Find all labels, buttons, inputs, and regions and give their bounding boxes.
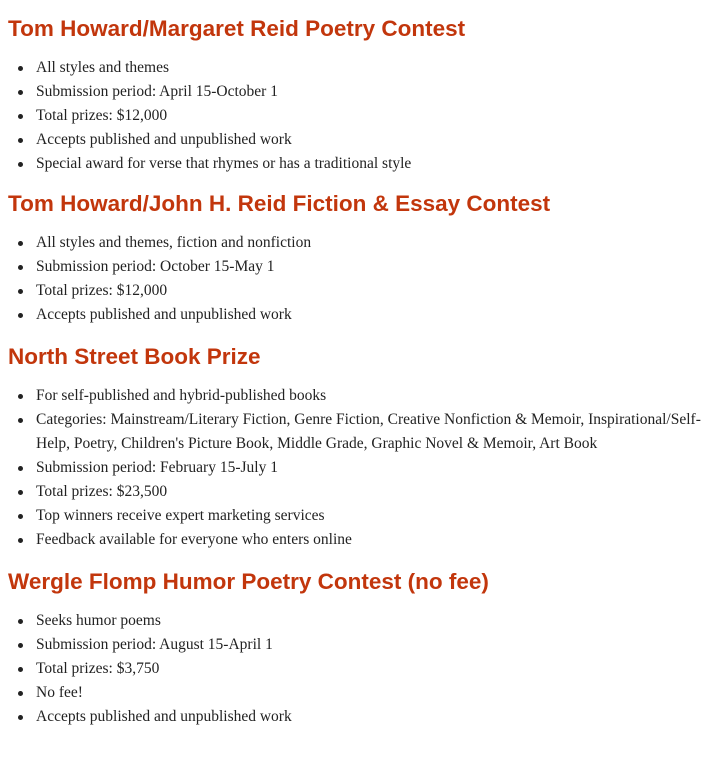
list-item: Total prizes: $3,750 — [36, 657, 728, 681]
list-item: Feedback available for everyone who enters online — [36, 528, 728, 552]
section-heading: Tom Howard/Margaret Reid Poetry Contest — [8, 16, 466, 41]
list-item: Accepts published and unpublished work — [36, 303, 728, 327]
details-list — [8, 384, 728, 552]
contest-section-fiction — [8, 189, 728, 327]
details-list — [8, 231, 728, 327]
list-item: Accepts published and unpublished work — [36, 128, 728, 152]
list-item: Special award for verse that rhymes or has a traditional style — [36, 152, 728, 176]
section-heading: Wergle Flomp Humor Poetry Contest (no fee) — [8, 569, 489, 594]
article-content — [8, 14, 728, 729]
list-item: Submission period: August 15-April 1 — [36, 633, 728, 657]
contest-section-poetry — [8, 14, 728, 176]
list-item: Submission period: October 15-May 1 — [36, 255, 728, 279]
list-item: No fee! — [36, 681, 728, 705]
list-item: Categories: Mainstream/Literary Fiction, Genre Fiction, Creative Nonfiction & Memoir, Inspirational/Self-Help, Poetry, Children's Picture Book, Middle Grade, Graphic Novel & Memoir, Art Book — [36, 408, 728, 456]
contest-section-humor — [8, 567, 728, 729]
list-item: For self-published and hybrid-published books — [36, 384, 728, 408]
list-item: Total prizes: $23,500 — [36, 480, 728, 504]
details-list — [8, 609, 728, 729]
list-item: Top winners receive expert marketing services — [36, 504, 728, 528]
list-item: Total prizes: $12,000 — [36, 279, 728, 303]
section-heading: North Street Book Prize — [8, 344, 261, 369]
details-list — [8, 56, 728, 176]
contest-section-book-prize — [8, 342, 728, 552]
list-item: Submission period: April 15-October 1 — [36, 80, 728, 104]
list-item: All styles and themes, fiction and nonfiction — [36, 231, 728, 255]
list-item: Total prizes: $12,000 — [36, 104, 728, 128]
list-item: Seeks humor poems — [36, 609, 728, 633]
list-item: Submission period: February 15-July 1 — [36, 456, 728, 480]
section-heading: Tom Howard/John H. Reid Fiction & Essay Contest — [8, 191, 551, 216]
list-item: All styles and themes — [36, 56, 728, 80]
list-item: Accepts published and unpublished work — [36, 705, 728, 729]
